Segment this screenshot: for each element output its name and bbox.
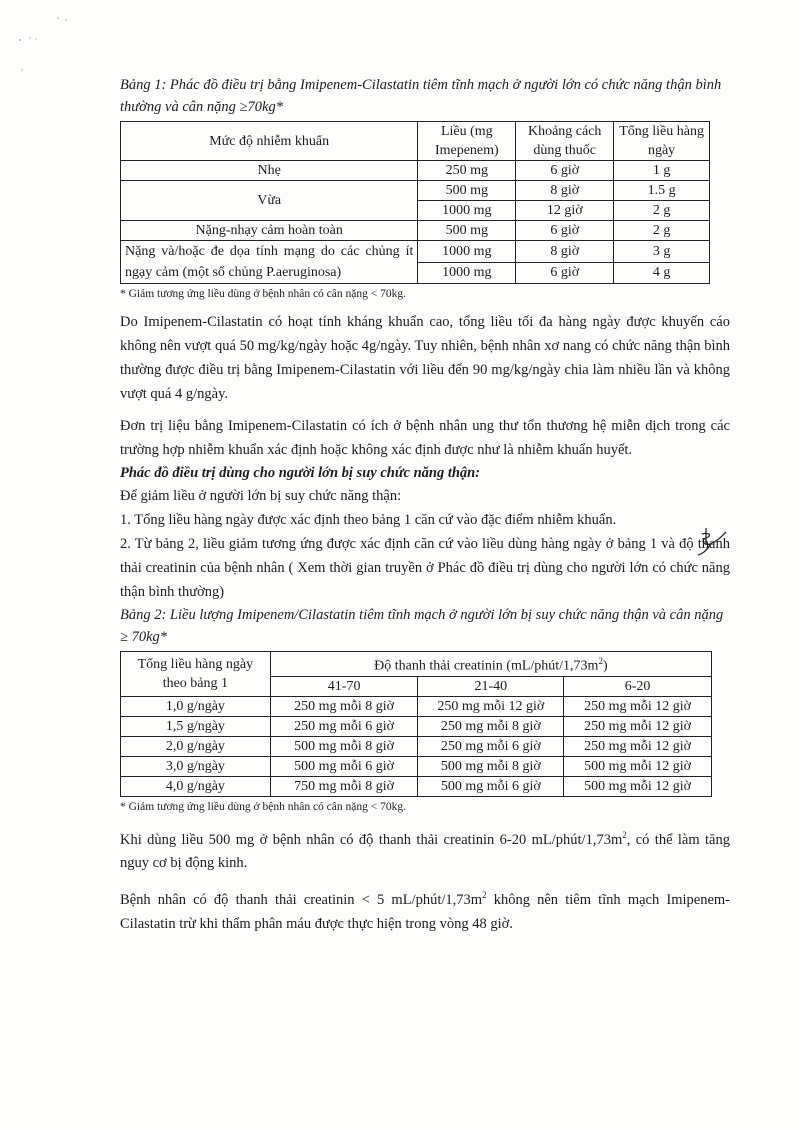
table2-note: * Giảm tương ứng liều dùng ở bệnh nhân có cân nặng < 70kg. bbox=[120, 800, 406, 813]
document-page bbox=[120, 74, 730, 936]
paragraph-seizure-risk bbox=[120, 823, 730, 876]
table2-caption: Bảng 2: Liều lượng Imipenem/Cilastatin tiêm tĩnh mạch ở người lớn bị suy chức năng thận và cân nặng ≥ 70kg* bbox=[120, 607, 724, 645]
paragraph-seizure-text: Khi dùng liều 500 mg ở bệnh nhân có độ thanh thải creatinin 6-20 mL/phút/1,73m bbox=[120, 831, 623, 848]
table1-header-interval: Khoảng cách dùng thuốc bbox=[516, 122, 614, 161]
table1-header-severity: Mức độ nhiễm khuẩn bbox=[121, 122, 418, 161]
table2-cell: 250 mg mỗi 12 giờ bbox=[564, 736, 712, 756]
table2-cell: 250 mg mỗi 8 giờ bbox=[418, 716, 564, 736]
table1-cell-dose: 500 mg bbox=[418, 181, 516, 201]
paragraph-step-1: 1. Tổng liều hàng ngày được xác định theo bảng 1 căn cứ vào đặc điểm nhiễm khuẩn. bbox=[120, 512, 617, 528]
table-row bbox=[121, 716, 712, 736]
table2-cell: 500 mg mỗi 8 giờ bbox=[270, 736, 418, 756]
table2-col-21-40: 21-40 bbox=[418, 676, 564, 696]
table1-header-total: Tổng liều hàng ngày bbox=[614, 122, 710, 161]
table1-cell-total: 1.5 g bbox=[614, 181, 710, 201]
table2-cell-total: 3,0 g/ngày bbox=[121, 756, 271, 776]
table1-cell-severity: Vừa bbox=[121, 181, 418, 221]
table1-cell-dose: 1000 mg bbox=[418, 201, 516, 221]
table-row bbox=[121, 776, 712, 796]
table2-cell: 250 mg mỗi 12 giờ bbox=[418, 696, 564, 716]
table1-cell-dose: 1000 mg bbox=[418, 262, 516, 284]
table1-header-dose: Liều (mg Imepenem) bbox=[418, 122, 516, 161]
table2 bbox=[120, 651, 712, 797]
table1-cell-dose: 1000 mg bbox=[418, 241, 516, 263]
table2-cell-total: 1,0 g/ngày bbox=[121, 696, 271, 716]
table2-cell-total: 1,5 g/ngày bbox=[121, 716, 271, 736]
table2-cell: 250 mg mỗi 12 giờ bbox=[564, 696, 712, 716]
table2-header-sup: 2 bbox=[598, 656, 603, 666]
table-row bbox=[121, 736, 712, 756]
table1-caption: Bảng 1: Phác đồ điều trị bằng Imipenem-Cilastatin tiêm tĩnh mạch ở người lớn có chức năng thận bình thường và cân nặng ≥70kg* bbox=[120, 77, 722, 115]
table2-col-6-20: 6-20 bbox=[564, 676, 712, 696]
table-row bbox=[121, 221, 710, 241]
paragraph-max-dose: Do Imipenem-Cilastatin có hoạt tính kháng khuẩn cao, tổng liều tối đa hàng ngày được khuyến cáo không nên vượt quá 50 mg/kg/ngày hoặc 4g/ngày. Tuy nhiên, bệnh nhân xơ nang có chức năng thận bình thường được điều trị bằng Imipenem-Cilastatin với liều đến 90 mg/kg/ngày chia làm nhiều lần và không vượt quá 4 g/ngày. bbox=[120, 314, 730, 402]
superscript-2: 2 bbox=[482, 890, 487, 901]
scan-marks bbox=[16, 12, 76, 77]
table-row bbox=[121, 241, 710, 263]
table1-cell-interval: 6 giờ bbox=[516, 221, 614, 241]
superscript-2: 2 bbox=[622, 829, 627, 840]
table1-cell-interval: 8 giờ bbox=[516, 241, 614, 263]
table1-cell-interval: 8 giờ bbox=[516, 181, 614, 201]
paragraph-seizure-text-end: , có thể làm tăng nguy cơ bị động kinh. bbox=[120, 831, 730, 872]
table2-header-clearance-close: ) bbox=[602, 658, 608, 674]
table2-cell: 250 mg mỗi 6 giờ bbox=[270, 716, 418, 736]
table1-cell-interval: 12 giờ bbox=[516, 201, 614, 221]
section-heading: Phác đồ điều trị dùng cho người lớn bị suy chức năng thận: bbox=[120, 465, 481, 481]
table2-header-clearance-text: Độ thanh thải creatinin (mL/phút/1,73m bbox=[374, 658, 599, 674]
table1-cell-severity: Nặng và/hoặc đe dọa tính mạng do các chủng ít ngạy cảm (một số chủng P.aeruginosa) bbox=[121, 241, 418, 284]
table-row bbox=[121, 756, 712, 776]
table2-header-row bbox=[121, 652, 712, 677]
table-row bbox=[121, 696, 712, 716]
table2-col-41-70: 41-70 bbox=[270, 676, 418, 696]
table1-note: * Giảm tương ứng liều dùng ở bệnh nhân có cân nặng < 70kg. bbox=[120, 288, 406, 300]
table2-cell: 500 mg mỗi 12 giờ bbox=[564, 756, 712, 776]
paragraph-hemodialysis-text-end: không nên tiêm tĩnh mạch Imipenem-Cilastatin trừ khi thẩm phân máu được thực hiện trong vòng 48 giờ. bbox=[120, 892, 730, 933]
table2-cell-total: 2,0 g/ngày bbox=[121, 736, 271, 756]
paragraph-intro: Để giảm liều ở người lớn bị suy chức năng thận: bbox=[120, 488, 402, 504]
table1-cell-severity: Nhẹ bbox=[121, 161, 418, 181]
table-row bbox=[121, 161, 710, 181]
table2-cell: 500 mg mỗi 12 giờ bbox=[564, 776, 712, 796]
table1-header-row bbox=[121, 122, 710, 161]
paragraph-hemodialysis bbox=[120, 883, 730, 936]
table2-header-clearance bbox=[270, 652, 711, 677]
table1-cell-total: 4 g bbox=[614, 262, 710, 284]
table2-cell: 500 mg mỗi 6 giờ bbox=[270, 756, 418, 776]
table1-cell-total: 3 g bbox=[614, 241, 710, 263]
table1-cell-total: 1 g bbox=[614, 161, 710, 181]
table1-cell-dose: 250 mg bbox=[418, 161, 516, 181]
table2-cell: 500 mg mỗi 6 giờ bbox=[418, 776, 564, 796]
table-row bbox=[121, 181, 710, 201]
table1-cell-total: 2 g bbox=[614, 201, 710, 221]
table1-cell-dose: 500 mg bbox=[418, 221, 516, 241]
paragraph-monotherapy: Đơn trị liệu bằng Imipenem-Cilastatin có ích ở bệnh nhân ung thư tổn thương hệ miễn dịch trong các trường hợp nhiễm khuẩn xác định hoặc không xác định được như là nhiễm khuẩn huyết. bbox=[120, 418, 730, 458]
table2-cell: 500 mg mỗi 8 giờ bbox=[418, 756, 564, 776]
table1-cell-interval: 6 giờ bbox=[516, 161, 614, 181]
table1-cell-total: 2 g bbox=[614, 221, 710, 241]
paragraph-hemodialysis-text: Bệnh nhân có độ thanh thải creatinin < 5 mL/phút/1,73m bbox=[120, 892, 483, 909]
table1-cell-severity: Nặng-nhạy cảm hoàn toàn bbox=[121, 221, 418, 241]
paragraph-step-2: 2. Từ bảng 2, liều giảm tương ứng được xác định căn cứ vào liều dùng hàng ngày ở bảng 1 và độ thanh thải creatinin của bệnh nhân ( Xem thời gian truyền ở Phác đồ điều trị dùng cho người lớn có chức năng thận bình thường) bbox=[120, 536, 730, 600]
table2-cell-total: 4,0 g/ngày bbox=[121, 776, 271, 796]
table2-header-total: Tổng liều hàng ngày theo bảng 1 bbox=[121, 652, 271, 697]
table2-cell: 250 mg mỗi 8 giờ bbox=[270, 696, 418, 716]
table2-cell: 250 mg mỗi 6 giờ bbox=[418, 736, 564, 756]
table2-cell: 750 mg mỗi 8 giờ bbox=[270, 776, 418, 796]
table1-cell-interval: 6 giờ bbox=[516, 262, 614, 284]
table2-cell: 250 mg mỗi 12 giờ bbox=[564, 716, 712, 736]
table1 bbox=[120, 121, 710, 284]
